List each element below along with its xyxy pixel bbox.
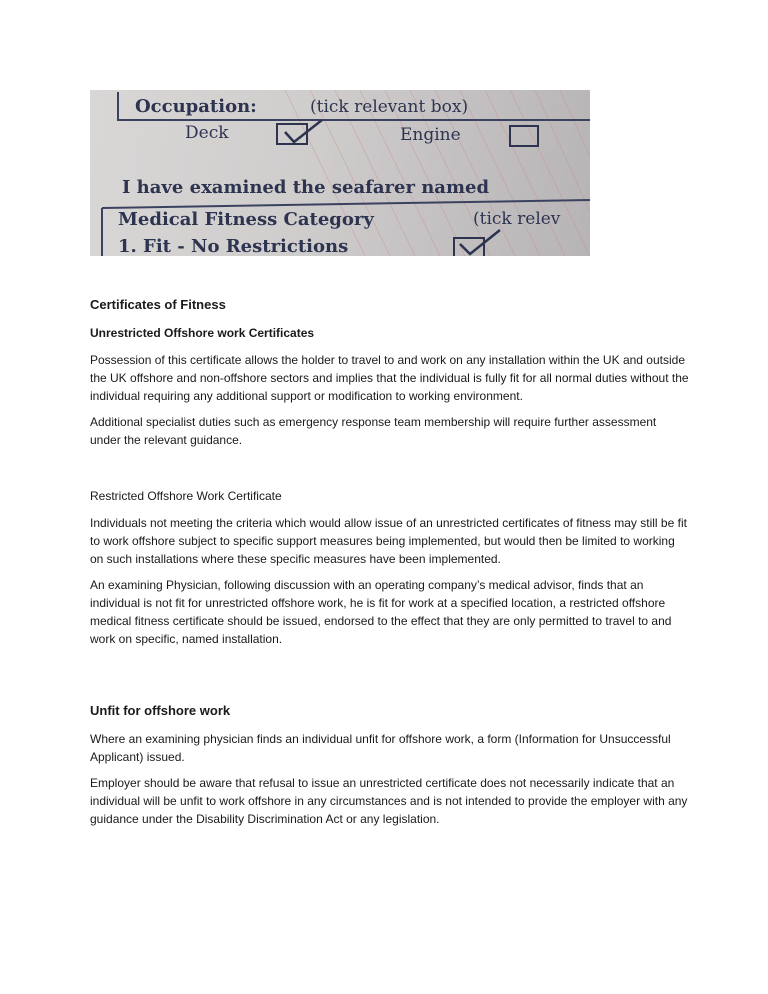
restricted-paragraph-2: An examining Physician, following discussion with an operating company’s medical advisor, finds that an individual is not fit for unrestricted offshore work, he is fit for work at a specified location, a restricted offshore medical fitness certificate should be issued, endorsed to the effect that they are only permitted to travel to and work on specific, named installation. (90, 578, 672, 646)
unrestricted-paragraph-2: Additional specialist duties such as emergency response team membership will require further assessment under the relevant guidance. (90, 415, 657, 447)
unfit-paragraph-2: Employer should be aware that refusal to issue an unrestricted certificate does not necessarily indicate that an individual will be unfit to work offshore in any circumstances and is not intended to provide the employer with any guidance under the Disability Discrimination Act or any legislation. (90, 776, 688, 826)
unrestricted-heading: Unrestricted Offshore work Certificates (90, 326, 315, 340)
document-body (90, 296, 690, 836)
form-photo (90, 90, 590, 256)
restricted-heading: Restricted Offshore Work Certificate (90, 489, 282, 503)
engine-checkbox (510, 126, 538, 146)
fit-no-restrictions-line: 1. Fit - No Restrictions (118, 236, 349, 256)
option-engine: Engine (400, 125, 461, 145)
fitness-category-hint: (tick relev (473, 209, 561, 229)
fit-tick-icon (460, 230, 500, 254)
restricted-paragraph-1: Individuals not meeting the criteria which would allow issue of an unrestricted certificates of fitness may still be fit to work offshore subject to specific support measures being implemented, but would then be limited to working on such installations where these specific measures have been implemented. (90, 516, 687, 566)
fitness-category-label: Medical Fitness Category (118, 209, 374, 230)
form-photo-drawing (90, 90, 590, 256)
document-title: Certificates of Fitness (90, 297, 226, 312)
examined-line: I have examined the seafarer named (122, 177, 490, 198)
occupation-hint: (tick relevant box) (310, 97, 469, 117)
unfit-heading: Unfit for offshore work (90, 703, 231, 718)
unfit-paragraph-1: Where an examining physician finds an individual unfit for offshore work, a form (Information for Unsuccessful Applicant) issued. (90, 732, 671, 764)
form-box-divider (102, 200, 590, 208)
option-deck: Deck (185, 123, 229, 143)
occupation-label: Occupation: (135, 96, 257, 117)
unrestricted-paragraph-1: Possession of this certificate allows the holder to travel to and work on any installation within the UK and outside the UK offshore and non-offshore sectors and implies that the individual is fully fit for all normal duties without the individual requiring any additional support or modification to working environment. (90, 353, 689, 403)
